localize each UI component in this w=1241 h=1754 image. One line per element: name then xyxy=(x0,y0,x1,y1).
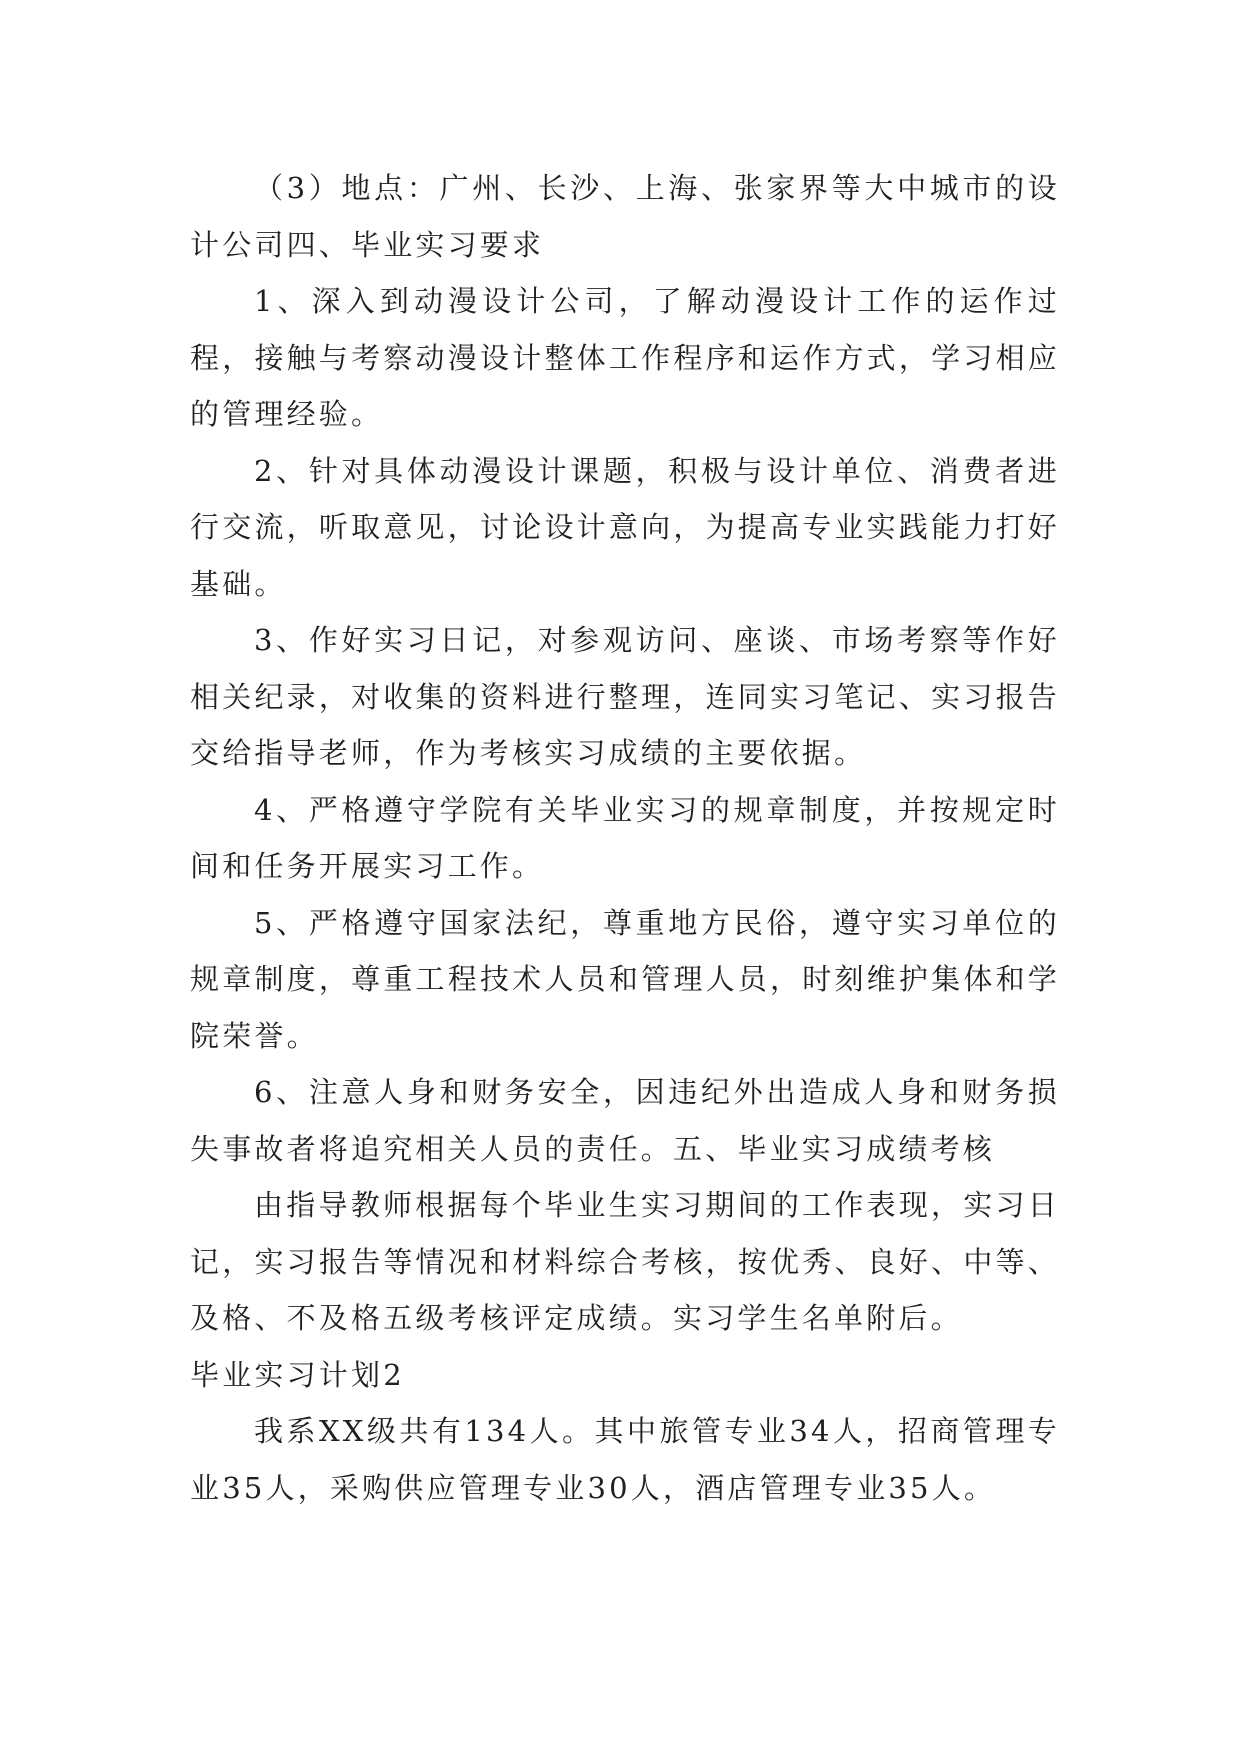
paragraph-requirement-4: 4、严格遵守学院有关毕业实习的规章制度，并按规定时间和任务开展实习工作。 xyxy=(190,792,1060,883)
paragraph-requirement-5: 5、严格遵守国家法纪，尊重地方民俗，遵守实习单位的规章制度，尊重工程技术人员和管理人员，时刻维护集体和学院荣誉。 xyxy=(190,905,1060,1053)
section-heading-plan-2: 毕业实习计划2 xyxy=(190,1357,405,1392)
document-body xyxy=(190,160,1060,1516)
paragraph-requirement-2: 2、针对具体动漫设计课题，积极与设计单位、消费者进行交流，听取意见，讨论设计意向，为提高专业实践能力打好基础。 xyxy=(190,453,1060,601)
paragraph-location: （3）地点：广州、长沙、上海、张家界等大中城市的设计公司四、毕业实习要求 xyxy=(190,171,1060,262)
paragraph-requirement-1: 1、深入到动漫设计公司，了解动漫设计工作的运作过程，接触与考察动漫设计整体工作程序和运作方式，学习相应的管理经验。 xyxy=(190,284,1060,431)
paragraph-student-count: 我系XX级共有134人。其中旅管专业34人，招商管理专业35人，采购供应管理专业30人，酒店管理专业35人。 xyxy=(190,1414,1060,1505)
paragraph-assessment: 由指导教师根据每个毕业生实习期间的工作表现，实习日记，实习报告等情况和材料综合考核，按优秀、良好、中等、及格、不及格五级考核评定成绩。实习学生名单附后。 xyxy=(190,1188,1060,1335)
paragraph-requirement-6: 6、注意人身和财务安全，因违纪外出造成人身和财务损失事故者将追究相关人员的责任。五、毕业实习成绩考核 xyxy=(190,1075,1060,1166)
paragraph-requirement-3: 3、作好实习日记，对参观访问、座谈、市场考察等作好相关纪录，对收集的资料进行整理，连同实习笔记、实习报告交给指导老师，作为考核实习成绩的主要依据。 xyxy=(190,623,1060,770)
